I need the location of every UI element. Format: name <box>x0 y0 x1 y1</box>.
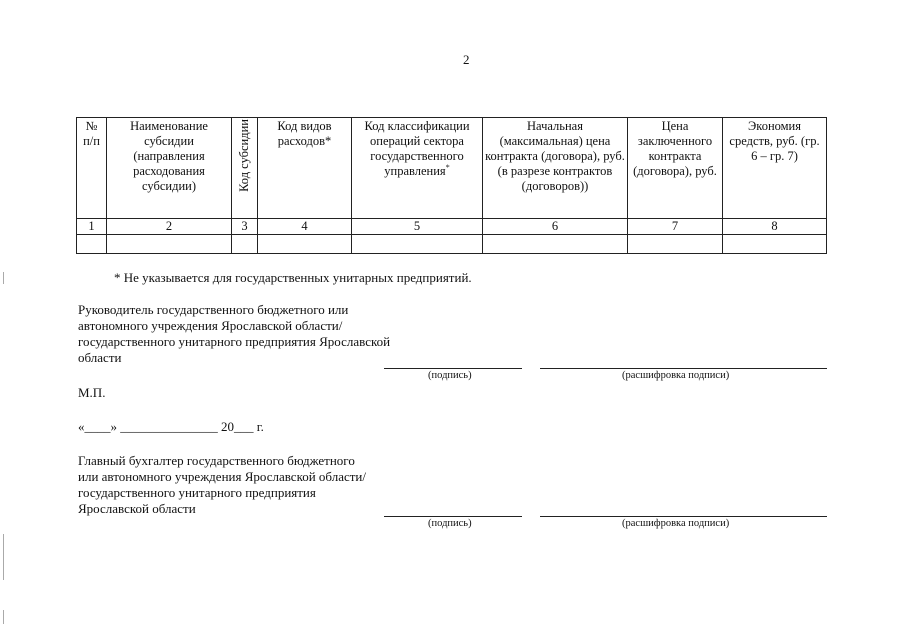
footnote: * Не указывается для государственных унитарных предприятий. <box>114 270 472 285</box>
table-cell <box>107 235 232 254</box>
footnote-mark: * <box>445 162 450 172</box>
table-cell <box>352 235 483 254</box>
accountant-name-line <box>540 516 827 517</box>
header-cell-classification-code <box>352 118 483 219</box>
scan-margin-mark <box>3 610 4 624</box>
column-number: 6 <box>483 219 628 235</box>
accountant-signature-line <box>384 516 522 517</box>
header-cell-contract-price: Цена заключенного контракта (договора), руб. <box>628 118 723 219</box>
column-number: 4 <box>258 219 352 235</box>
column-number: 2 <box>107 219 232 235</box>
table-cell <box>77 235 107 254</box>
director-signature-line <box>384 368 522 369</box>
header-cell-subsidy-name: Наименование субсидии (направления расходования субсидии) <box>107 118 232 219</box>
director-name-caption: (расшифровка подписи) <box>622 370 730 381</box>
scan-margin-mark <box>3 534 4 580</box>
scan-margin-mark <box>3 272 4 284</box>
table-cell <box>723 235 827 254</box>
date-line: «____» _______________ 20___ г. <box>78 419 264 434</box>
header-cell-number: № п/п <box>77 118 107 219</box>
table-row <box>77 235 827 254</box>
column-number: 1 <box>77 219 107 235</box>
column-number-row <box>77 219 827 235</box>
director-name-line <box>540 368 827 369</box>
column-number: 3 <box>232 219 258 235</box>
accountant-signature-title: Главный бухгалтер государственного бюджетного или автономного учреждения Ярославской области/ государственного унитарного предприятия Ярославской области <box>78 453 366 516</box>
accountant-signature-caption: (подпись) <box>428 518 472 529</box>
column-number: 7 <box>628 219 723 235</box>
page-number: 2 <box>463 52 470 67</box>
table-header-row <box>77 118 827 219</box>
table-cell <box>258 235 352 254</box>
stamp-label: М.П. <box>78 385 106 400</box>
table-cell <box>483 235 628 254</box>
table-cell <box>628 235 723 254</box>
subsidy-code-label: Код субсидии <box>237 119 251 192</box>
column-number: 8 <box>723 219 827 235</box>
table-cell <box>232 235 258 254</box>
header-cell-savings: Экономия средств, руб. (гр. 6 – гр. 7) <box>723 118 827 219</box>
subsidy-table <box>76 117 827 254</box>
director-signature-title: Руководитель государственного бюджетного или автономного учреждения Ярославской области/ государственного унитарного предприятия Ярославской области <box>78 302 391 365</box>
header-cell-initial-price: Начальная (максимальная) цена контракта (договора), руб. (в разрезе контрактов (договоров)) <box>483 118 628 219</box>
director-signature-caption: (подпись) <box>428 370 472 381</box>
classification-code-label: Код классификации операций сектора государственного управления <box>364 119 470 178</box>
header-cell-subsidy-code <box>232 118 258 219</box>
column-number: 5 <box>352 219 483 235</box>
accountant-name-caption: (расшифровка подписи) <box>622 518 730 529</box>
header-cell-expense-code: Код видов расходов* <box>258 118 352 219</box>
